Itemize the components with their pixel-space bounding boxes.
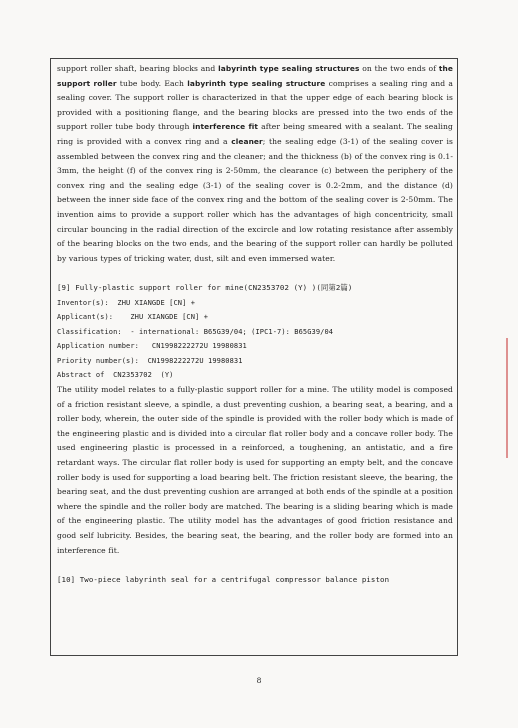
record-9-abstract: The utility model relates to a fully-plastic support roller for a mine. The utility model is composed of a friction resistant sleeve, a spindle, a dust preventing cushion, a bearing seat, a bearing, and a roller body, wherein, the outer side of the spindle is provided with the roller body which is made of the engineering plastic and is divided into a circular flat roller body and a concave roller body. The used engineering plastic is processed in a reinforced, a toughening, an antistatic, and a fire retardant ways. The circular flat roller body is used for supporting an empty belt, and the concave roller body is used for supporting a load bearing belt. The friction resistant sleeve, the bearing, the bearing seat, and the dust preventing cushion are arranged at both ends of the spindle at a position where the spindle and the roller body are matched. The bearing is a sliding bearing which is made of the engineering plastic. The utility model has the advantages of good friction resistance and good self lubricity. Besides, the bearing seat, the bearing, and the roller body are formed into an interference fit.	[57, 385, 453, 555]
highlighted-term: cleaner	[231, 136, 263, 146]
document-content	[57, 62, 453, 587]
record-9-application-number: Application number: CN1998222272U 19980831	[57, 342, 247, 351]
record-9-applicants: Applicant(s): ZHU XIANGDE [CN] +	[57, 313, 209, 322]
highlighted-term: labyrinth type sealing structure	[187, 78, 326, 88]
highlighted-term: the support roller	[57, 64, 453, 88]
paragraph-text: comprises a sealing ring and a sealing cover. The support roller is characterized in that the upper edge of each bearing block is provided with a positioning flange, and the bearing blocks are pressed into the two ends of the support roller tube body through	[57, 78, 454, 132]
record-9-title: [9] Fully-plastic support roller for mine(CN2353702 (Y) )(同第2篇)	[57, 282, 353, 292]
record-9-priority-numbers: Priority number(s): CN1998222272U 19980831	[57, 356, 243, 365]
record-9-abstract-heading: Abstract of CN2353702 (Y)	[57, 371, 174, 380]
record-9-classification: Classification: - international: B65G39/04; (IPC1-7): B65G39/04	[57, 327, 334, 336]
paragraph-text: support roller shaft, bearing blocks and	[57, 64, 219, 73]
highlighted-term: interference fit	[192, 122, 259, 132]
record-10-title: [10] Two-piece labyrinth seal for a centrifugal compressor balance piston	[57, 574, 390, 584]
paragraph-text: after being smeared with a sealant. The sealing ring is provided with a convex ring and a	[57, 122, 454, 146]
paragraph-text: ; the sealing edge (3-1) of the sealing cover is assembled between the convex ring and the cleaner; and the thickness (b) of the convex ring is 0.1-3mm, the height (f) of the convex ring is 2-50mm, the clearance (c) between the periphery of the convex ring and the sealing edge (3-1) of the sealing cover is 0.2-2mm, and the distance (d) between the inner side face of the convex ring and the bottom of the sealing cover is 2-50mm. The invention aims to provide a support roller which has the advantages of high concentricity, small circular bouncing in the radial direction of the excircle and low rotating resistance after assembly of the bearing blocks on the two ends, and the bearing of the support roller can hardly be polluted by various types of tricking water, dust, silt and even immersed water.	[57, 136, 454, 263]
record-9-inventors: Inventor(s): ZHU XIANGDE [CN] +	[57, 298, 196, 307]
highlighted-term: labyrinth type sealing structures	[218, 64, 360, 73]
paragraph-text: on the two ends of	[359, 64, 439, 73]
paragraph-text: tube body. Each	[116, 78, 188, 88]
page-number: 8	[256, 676, 262, 685]
abstract-continuation-paragraph	[57, 62, 453, 266]
red-stamp-edge	[506, 338, 518, 458]
